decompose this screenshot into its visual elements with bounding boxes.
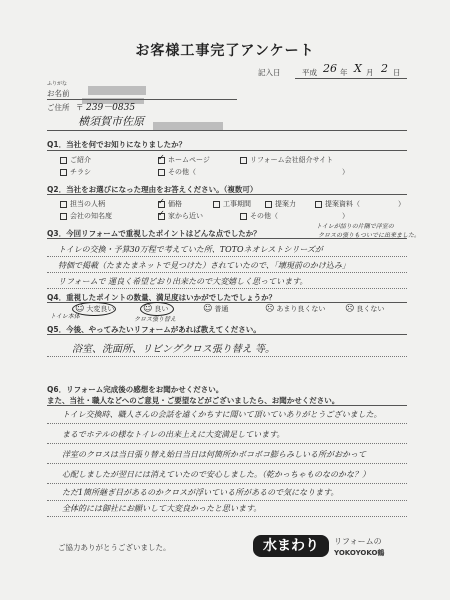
date-day: 2: [381, 62, 388, 75]
q4-label: Q4．重視したポイントの数量、満足度はいかがでしたでしょうか？: [47, 293, 277, 302]
checkbox-checked-icon: [158, 157, 165, 164]
q2-option-nearby[interactable]: ✓ 家から近い: [158, 211, 203, 221]
q6-answer-line6: 全体的には御社にお願いして大変良かったと思います。: [62, 504, 262, 513]
date-gatsu: 月: [366, 68, 374, 77]
q5-label: Q5．今後、やってみたいリフォームがあれば教えてください。: [47, 325, 261, 334]
checkbox-checked-icon: [158, 201, 165, 208]
q5-answer: 浴室、洗面所、リビングクロス張り替え 等。: [72, 344, 275, 355]
q2-option-other[interactable]: その他（: [240, 211, 278, 221]
checkbox-icon: [315, 201, 322, 208]
normal-face-icon: ☺: [203, 304, 213, 314]
q3-answer-line3-rule: [47, 288, 407, 289]
q6-rule: [47, 405, 407, 406]
thanks-text: ご協力ありがとうございました。: [58, 543, 171, 552]
q3-answer-line1: トイレの交換・予算30万程で考えていた所、TOTOネオレストシリーズが: [58, 245, 323, 254]
q1-label: Q1．当社を何でお知りになりましたか？: [47, 140, 187, 149]
q1-rule: [47, 150, 407, 151]
bad-face-icon: ☹: [345, 304, 355, 314]
q2-option-proposal[interactable]: 提案力: [265, 199, 296, 209]
page-title: お客様工事完了アンケート: [135, 43, 315, 59]
q1-option-homepage[interactable]: ✓ ホームページ: [158, 155, 210, 165]
q6-answer-line3: 洋室のクロスは当日張り替え始日当日は何箇所かボコボコ膨らみしいる所がおかって: [62, 450, 366, 459]
q6-answer-line4-rule: [47, 483, 407, 484]
q3-margin-note-2: クロスの張りもついでに出来ました。: [318, 232, 421, 239]
date-era: 平成: [302, 68, 317, 77]
postal-prefix: 〒: [76, 103, 84, 112]
q6-answer-line5: ただ1箇所継ぎ目があるのかクロスが浮いている所があるので気になります。: [62, 488, 339, 497]
q6-answer-line6-rule: [47, 516, 407, 517]
q6-answer-line2: まるでホテルの様なトイレの出来上えに大変満足しています。: [62, 430, 285, 439]
q6-answer-line5-rule: [47, 500, 407, 501]
checkbox-icon: [240, 213, 247, 220]
company-logo: 水まわり: [253, 535, 329, 557]
q2-option-period[interactable]: 工事期間: [213, 199, 251, 209]
q6-sublabel: また、当社・職人などへのご意見・ご要望などがございましたら、お聞かせください。: [47, 396, 340, 405]
date-nichi: 日: [393, 68, 401, 77]
q3-margin-note-1: トイレが詰りの片隅で洋室の: [316, 223, 394, 230]
address-label: ご住所: [47, 103, 70, 112]
q6-answer-line3-rule: [47, 463, 407, 464]
q2-rule: [47, 194, 407, 195]
date-month: X: [354, 62, 362, 75]
q6-label: Q6．リフォーム完成後の感想をお聞かせください。: [47, 385, 224, 394]
very-good-face-icon: ☺: [75, 304, 85, 314]
furigana-label: ふりがな: [47, 81, 68, 87]
logo-subtitle: リフォームの: [334, 537, 382, 546]
q5-rule: [47, 334, 407, 335]
q2-option-personality[interactable]: 担当の人柄: [60, 199, 105, 209]
name-label: お名前: [47, 89, 70, 98]
q3-answer-line3: リフォームで 運良く希望どおり出来たので大変嬉しく思っています。: [58, 277, 308, 286]
checkbox-icon: [213, 201, 220, 208]
not-so-good-face-icon: ☹: [265, 304, 275, 314]
q4-note-cloth: クロス張り替え: [134, 316, 177, 323]
q3-answer-line1-rule: [47, 256, 407, 257]
date-nen: 年: [340, 68, 348, 77]
checkbox-icon: [60, 169, 67, 176]
checkbox-icon: [60, 213, 67, 220]
date-underline: [295, 78, 407, 79]
q4-option-good[interactable]: ☺ 良い: [143, 304, 169, 314]
q6-answer-line4: 心配しましたが翌日には消えていたので安心しました。（乾かっちゃものなのかな？）: [62, 470, 370, 479]
q5-answer-rule: [47, 356, 407, 357]
q2-option-reputation[interactable]: 会社の知名度: [60, 211, 112, 221]
q2-label: Q2．当社をお選びになった理由をお答えください。（複数可）: [47, 185, 258, 194]
q2-option-materials[interactable]: 提案資料（: [315, 199, 360, 209]
checkbox-icon: [240, 157, 247, 164]
name-underline: [47, 99, 237, 100]
address-underline: [47, 130, 407, 131]
q1-option-reform-site[interactable]: リフォーム会社紹介サイト: [240, 155, 333, 165]
q6-answer-line2-rule: [47, 443, 407, 444]
checkbox-icon: [60, 157, 67, 164]
q2-option-other-close: ）: [342, 212, 349, 220]
address-redacted: [153, 116, 223, 135]
q4-note-toilet: トイレ本体: [50, 313, 80, 320]
logo-brand: YOKOYOKO鶴: [334, 549, 385, 557]
q4-option-not-so-good[interactable]: ☹ あまり良くない: [265, 304, 326, 314]
date-label: 記入日: [258, 68, 281, 77]
checkbox-icon: [60, 201, 67, 208]
good-face-icon: ☺: [143, 304, 153, 314]
q6-answer-line1-rule: [47, 423, 407, 424]
q4-option-bad[interactable]: ☹ 良くない: [345, 304, 385, 314]
q1-option-other[interactable]: その他（: [158, 167, 196, 177]
checkbox-icon: [265, 201, 272, 208]
date-year: 26: [323, 62, 337, 75]
q1-option-flyer[interactable]: チラシ: [60, 167, 91, 177]
q3-answer-line2: 特価で掲載（たまたまネットで見つけた）されていたので、「壊現前のかけ込み」: [58, 261, 350, 270]
address-handwritten: 横須賀市佐原: [78, 115, 144, 128]
q2-option-price[interactable]: ✓ 価格: [158, 199, 182, 209]
q1-option-other-close: ）: [342, 168, 349, 176]
q3-answer-line2-rule: [47, 272, 407, 273]
q3-label: Q3．今回リフォームで重視したポイントはどんな点でしたか？: [47, 229, 261, 238]
checkbox-checked-icon: [158, 213, 165, 220]
q4-option-normal[interactable]: ☺ 普通: [203, 304, 229, 314]
q6-answer-line1: トイレ交換時、職人さんの会話を遠くかちすに聞いて頂いていありがとうございました。: [62, 410, 382, 419]
q1-option-referral[interactable]: ご紹介: [60, 155, 91, 165]
checkbox-icon: [158, 169, 165, 176]
q3-rule: [47, 238, 407, 239]
q2-option-materials-close: ）: [398, 200, 405, 208]
q4-option-very-good[interactable]: ☺ 大変良い: [75, 304, 115, 314]
postal-code: 239－0835: [86, 103, 136, 113]
